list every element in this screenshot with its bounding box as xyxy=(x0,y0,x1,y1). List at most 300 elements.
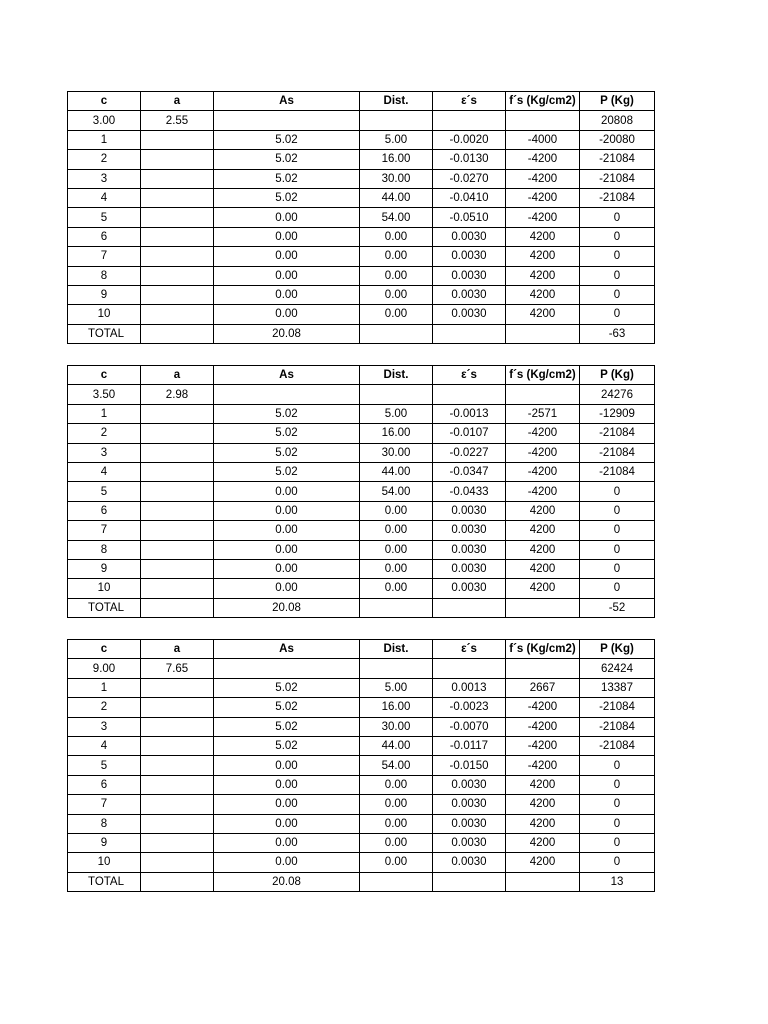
table-row xyxy=(68,266,655,285)
section-table-1 xyxy=(67,91,655,344)
header-dist: Dist. xyxy=(360,640,433,659)
p-total-value: 24276 xyxy=(580,385,655,404)
header-strain: ε´s xyxy=(433,92,506,111)
cell-a xyxy=(141,698,214,717)
cell-strain: -0.0023 xyxy=(433,698,506,717)
cell-c: 3 xyxy=(68,169,141,188)
cell-force: 0 xyxy=(580,853,655,872)
cell-force: -21084 xyxy=(580,717,655,736)
cell-dist: 16.00 xyxy=(360,698,433,717)
cell-strain: -0.0510 xyxy=(433,208,506,227)
cell-as: 0.00 xyxy=(214,285,360,304)
cell-strain: 0.0030 xyxy=(433,853,506,872)
cell-force: 0 xyxy=(580,285,655,304)
cell-c: 2 xyxy=(68,424,141,443)
table-row xyxy=(68,853,655,872)
cell-dist: 0.00 xyxy=(360,559,433,578)
cell-stress: 4200 xyxy=(506,266,580,285)
cell-strain: 0.0030 xyxy=(433,305,506,324)
cell-c: 5 xyxy=(68,208,141,227)
cell-stress: 4200 xyxy=(506,833,580,852)
cell-as: 0.00 xyxy=(214,227,360,246)
cell-force: -12909 xyxy=(580,404,655,423)
table-row xyxy=(68,169,655,188)
cell-stress: -4200 xyxy=(506,482,580,501)
total-a-empty xyxy=(141,872,214,891)
cell-as: 5.02 xyxy=(214,717,360,736)
cell-stress: 4200 xyxy=(506,227,580,246)
cell-dist: 0.00 xyxy=(360,814,433,833)
p-total-value: 20808 xyxy=(580,111,655,130)
cell-strain: -0.0270 xyxy=(433,169,506,188)
cell-as: 0.00 xyxy=(214,540,360,559)
cell-as: 5.02 xyxy=(214,462,360,481)
c-value: 3.50 xyxy=(68,385,141,404)
cell-force: -21084 xyxy=(580,150,655,169)
strain-empty xyxy=(433,385,506,404)
total-as-value: 20.08 xyxy=(214,324,360,343)
table-row xyxy=(68,678,655,697)
total-as-value: 20.08 xyxy=(214,872,360,891)
cell-dist: 30.00 xyxy=(360,443,433,462)
cell-as: 0.00 xyxy=(214,521,360,540)
header-a: a xyxy=(141,640,214,659)
header-a: a xyxy=(141,92,214,111)
total-as-value: 20.08 xyxy=(214,598,360,617)
cell-a xyxy=(141,775,214,794)
section-table-2 xyxy=(67,365,655,618)
cell-stress: -4200 xyxy=(506,150,580,169)
total-stress-empty xyxy=(506,324,580,343)
table-row xyxy=(68,208,655,227)
cell-a xyxy=(141,208,214,227)
summary-row xyxy=(68,385,655,404)
cell-c: 5 xyxy=(68,756,141,775)
header-c: c xyxy=(68,640,141,659)
total-stress-empty xyxy=(506,872,580,891)
table-row xyxy=(68,443,655,462)
cell-strain: -0.0013 xyxy=(433,404,506,423)
section-table-3 xyxy=(67,639,655,892)
cell-dist: 0.00 xyxy=(360,521,433,540)
cell-stress: -4200 xyxy=(506,736,580,755)
cell-force: 0 xyxy=(580,756,655,775)
cell-a xyxy=(141,678,214,697)
cell-force: 0 xyxy=(580,501,655,520)
table-row xyxy=(68,130,655,149)
cell-as: 0.00 xyxy=(214,833,360,852)
cell-force: -21084 xyxy=(580,188,655,207)
cell-dist: 54.00 xyxy=(360,756,433,775)
cell-a xyxy=(141,130,214,149)
cell-c: 9 xyxy=(68,285,141,304)
cell-stress: -4200 xyxy=(506,424,580,443)
cell-force: -21084 xyxy=(580,424,655,443)
cell-dist: 0.00 xyxy=(360,775,433,794)
total-stress-empty xyxy=(506,598,580,617)
table-row xyxy=(68,559,655,578)
cell-strain: -0.0150 xyxy=(433,756,506,775)
table-row xyxy=(68,833,655,852)
cell-as: 0.00 xyxy=(214,775,360,794)
cell-as: 0.00 xyxy=(214,208,360,227)
cell-dist: 0.00 xyxy=(360,795,433,814)
cell-stress: -4000 xyxy=(506,130,580,149)
cell-a xyxy=(141,736,214,755)
cell-as: 0.00 xyxy=(214,247,360,266)
cell-force: 0 xyxy=(580,540,655,559)
cell-a xyxy=(141,482,214,501)
cell-strain: 0.0030 xyxy=(433,579,506,598)
cell-c: 10 xyxy=(68,853,141,872)
cell-force: 0 xyxy=(580,266,655,285)
table-row xyxy=(68,150,655,169)
total-row xyxy=(68,872,655,891)
dist-empty xyxy=(360,111,433,130)
cell-force: -21084 xyxy=(580,736,655,755)
cell-as: 0.00 xyxy=(214,501,360,520)
cell-stress: -4200 xyxy=(506,717,580,736)
stress-empty xyxy=(506,385,580,404)
cell-stress: 4200 xyxy=(506,305,580,324)
dist-empty xyxy=(360,385,433,404)
cell-as: 0.00 xyxy=(214,482,360,501)
cell-c: 6 xyxy=(68,501,141,520)
cell-c: 6 xyxy=(68,775,141,794)
cell-c: 2 xyxy=(68,150,141,169)
cell-force: -21084 xyxy=(580,462,655,481)
cell-force: 0 xyxy=(580,795,655,814)
c-value: 9.00 xyxy=(68,659,141,678)
cell-as: 5.02 xyxy=(214,150,360,169)
cell-force: 0 xyxy=(580,559,655,578)
cell-a xyxy=(141,795,214,814)
header-row xyxy=(68,640,655,659)
cell-dist: 30.00 xyxy=(360,169,433,188)
cell-stress: 4200 xyxy=(506,814,580,833)
header-as: As xyxy=(214,640,360,659)
header-as: As xyxy=(214,366,360,385)
cell-a xyxy=(141,404,214,423)
cell-c: 10 xyxy=(68,579,141,598)
cell-c: 1 xyxy=(68,678,141,697)
cell-c: 9 xyxy=(68,833,141,852)
cell-as: 5.02 xyxy=(214,443,360,462)
cell-c: 3 xyxy=(68,443,141,462)
cell-dist: 44.00 xyxy=(360,736,433,755)
cell-stress: -4200 xyxy=(506,188,580,207)
cell-strain: 0.0030 xyxy=(433,814,506,833)
cell-c: 9 xyxy=(68,559,141,578)
cell-a xyxy=(141,717,214,736)
as-empty xyxy=(214,111,360,130)
cell-a xyxy=(141,227,214,246)
cell-a xyxy=(141,169,214,188)
cell-strain: -0.0020 xyxy=(433,130,506,149)
table-row xyxy=(68,227,655,246)
cell-a xyxy=(141,305,214,324)
cell-a xyxy=(141,188,214,207)
cell-as: 5.02 xyxy=(214,169,360,188)
a-value: 2.98 xyxy=(141,385,214,404)
header-a: a xyxy=(141,366,214,385)
table-row xyxy=(68,424,655,443)
cell-strain: 0.0013 xyxy=(433,678,506,697)
cell-c: 4 xyxy=(68,462,141,481)
cell-force: 0 xyxy=(580,227,655,246)
cell-strain: 0.0030 xyxy=(433,521,506,540)
total-dist-empty xyxy=(360,598,433,617)
cell-strain: -0.0107 xyxy=(433,424,506,443)
header-force: P (Kg) xyxy=(580,640,655,659)
cell-stress: 4200 xyxy=(506,540,580,559)
cell-stress: 4200 xyxy=(506,501,580,520)
cell-as: 0.00 xyxy=(214,266,360,285)
cell-dist: 0.00 xyxy=(360,833,433,852)
total-p-value: 13 xyxy=(580,872,655,891)
cell-a xyxy=(141,521,214,540)
cell-dist: 44.00 xyxy=(360,462,433,481)
stress-empty xyxy=(506,659,580,678)
cell-dist: 0.00 xyxy=(360,305,433,324)
cell-c: 4 xyxy=(68,736,141,755)
header-stress: f´s (Kg/cm2) xyxy=(506,92,580,111)
table-row xyxy=(68,404,655,423)
header-row xyxy=(68,92,655,111)
cell-stress: -4200 xyxy=(506,443,580,462)
header-stress: f´s (Kg/cm2) xyxy=(506,640,580,659)
cell-dist: 5.00 xyxy=(360,678,433,697)
table-row xyxy=(68,736,655,755)
cell-c: 3 xyxy=(68,717,141,736)
cell-a xyxy=(141,579,214,598)
total-p-value: -52 xyxy=(580,598,655,617)
cell-strain: -0.0117 xyxy=(433,736,506,755)
stress-empty xyxy=(506,111,580,130)
cell-c: 8 xyxy=(68,266,141,285)
cell-force: -20080 xyxy=(580,130,655,149)
cell-force: -21084 xyxy=(580,169,655,188)
cell-a xyxy=(141,424,214,443)
cell-c: 8 xyxy=(68,814,141,833)
cell-force: 0 xyxy=(580,833,655,852)
cell-dist: 54.00 xyxy=(360,208,433,227)
cell-as: 5.02 xyxy=(214,678,360,697)
cell-strain: 0.0030 xyxy=(433,227,506,246)
total-a-empty xyxy=(141,324,214,343)
cell-as: 0.00 xyxy=(214,814,360,833)
cell-as: 0.00 xyxy=(214,579,360,598)
cell-force: 0 xyxy=(580,482,655,501)
cell-dist: 5.00 xyxy=(360,404,433,423)
cell-strain: -0.0130 xyxy=(433,150,506,169)
total-row xyxy=(68,324,655,343)
total-strain-empty xyxy=(433,872,506,891)
cell-force: 13387 xyxy=(580,678,655,697)
cell-force: 0 xyxy=(580,208,655,227)
total-strain-empty xyxy=(433,598,506,617)
cell-as: 5.02 xyxy=(214,698,360,717)
cell-strain: -0.0070 xyxy=(433,717,506,736)
cell-dist: 44.00 xyxy=(360,188,433,207)
header-force: P (Kg) xyxy=(580,92,655,111)
cell-strain: 0.0030 xyxy=(433,501,506,520)
cell-force: 0 xyxy=(580,521,655,540)
table-row xyxy=(68,482,655,501)
cell-stress: 4200 xyxy=(506,247,580,266)
header-as: As xyxy=(214,92,360,111)
cell-as: 0.00 xyxy=(214,853,360,872)
header-strain: ε´s xyxy=(433,640,506,659)
header-stress: f´s (Kg/cm2) xyxy=(506,366,580,385)
cell-as: 5.02 xyxy=(214,404,360,423)
cell-stress: -4200 xyxy=(506,698,580,717)
table-row xyxy=(68,540,655,559)
cell-dist: 0.00 xyxy=(360,285,433,304)
cell-c: 8 xyxy=(68,540,141,559)
cell-stress: -4200 xyxy=(506,208,580,227)
a-value: 2.55 xyxy=(141,111,214,130)
cell-strain: 0.0030 xyxy=(433,285,506,304)
cell-strain: -0.0410 xyxy=(433,188,506,207)
cell-dist: 0.00 xyxy=(360,227,433,246)
header-c: c xyxy=(68,366,141,385)
table-row xyxy=(68,814,655,833)
header-force: P (Kg) xyxy=(580,366,655,385)
cell-strain: -0.0227 xyxy=(433,443,506,462)
cell-dist: 54.00 xyxy=(360,482,433,501)
cell-a xyxy=(141,150,214,169)
total-label: TOTAL xyxy=(68,872,141,891)
cell-dist: 16.00 xyxy=(360,424,433,443)
cell-force: -21084 xyxy=(580,698,655,717)
cell-strain: -0.0347 xyxy=(433,462,506,481)
cell-force: 0 xyxy=(580,775,655,794)
table-row xyxy=(68,756,655,775)
cell-stress: -2571 xyxy=(506,404,580,423)
cell-stress: 4200 xyxy=(506,285,580,304)
header-strain: ε´s xyxy=(433,366,506,385)
cell-c: 1 xyxy=(68,130,141,149)
cell-force: 0 xyxy=(580,247,655,266)
cell-c: 7 xyxy=(68,247,141,266)
cell-strain: 0.0030 xyxy=(433,833,506,852)
cell-dist: 0.00 xyxy=(360,266,433,285)
table-row xyxy=(68,501,655,520)
cell-stress: 4200 xyxy=(506,795,580,814)
header-dist: Dist. xyxy=(360,366,433,385)
cell-stress: 4200 xyxy=(506,579,580,598)
a-value: 7.65 xyxy=(141,659,214,678)
cell-stress: -4200 xyxy=(506,462,580,481)
table-row xyxy=(68,717,655,736)
dist-empty xyxy=(360,659,433,678)
cell-stress: 4200 xyxy=(506,853,580,872)
cell-a xyxy=(141,266,214,285)
strain-empty xyxy=(433,111,506,130)
total-row xyxy=(68,598,655,617)
cell-as: 5.02 xyxy=(214,130,360,149)
header-dist: Dist. xyxy=(360,92,433,111)
table-row xyxy=(68,795,655,814)
as-empty xyxy=(214,659,360,678)
cell-as: 0.00 xyxy=(214,756,360,775)
as-empty xyxy=(214,385,360,404)
cell-a xyxy=(141,540,214,559)
table-row xyxy=(68,285,655,304)
cell-dist: 0.00 xyxy=(360,501,433,520)
cell-as: 0.00 xyxy=(214,559,360,578)
cell-stress: -4200 xyxy=(506,756,580,775)
cell-dist: 0.00 xyxy=(360,247,433,266)
cell-c: 10 xyxy=(68,305,141,324)
cell-a xyxy=(141,833,214,852)
header-c: c xyxy=(68,92,141,111)
cell-force: -21084 xyxy=(580,443,655,462)
cell-stress: -4200 xyxy=(506,169,580,188)
total-label: TOTAL xyxy=(68,324,141,343)
cell-dist: 0.00 xyxy=(360,853,433,872)
cell-stress: 4200 xyxy=(506,775,580,794)
cell-dist: 0.00 xyxy=(360,579,433,598)
cell-strain: 0.0030 xyxy=(433,559,506,578)
cell-force: 0 xyxy=(580,579,655,598)
cell-as: 0.00 xyxy=(214,305,360,324)
cell-dist: 30.00 xyxy=(360,717,433,736)
total-dist-empty xyxy=(360,324,433,343)
table-row xyxy=(68,188,655,207)
table-row xyxy=(68,247,655,266)
table-row xyxy=(68,775,655,794)
cell-strain: 0.0030 xyxy=(433,540,506,559)
cell-a xyxy=(141,756,214,775)
cell-c: 6 xyxy=(68,227,141,246)
cell-a xyxy=(141,559,214,578)
summary-row xyxy=(68,659,655,678)
table-row xyxy=(68,462,655,481)
cell-c: 7 xyxy=(68,795,141,814)
cell-as: 5.02 xyxy=(214,188,360,207)
table-row xyxy=(68,305,655,324)
total-dist-empty xyxy=(360,872,433,891)
cell-dist: 5.00 xyxy=(360,130,433,149)
cell-strain: -0.0433 xyxy=(433,482,506,501)
cell-a xyxy=(141,814,214,833)
cell-a xyxy=(141,501,214,520)
total-a-empty xyxy=(141,598,214,617)
cell-as: 5.02 xyxy=(214,736,360,755)
cell-stress: 4200 xyxy=(506,559,580,578)
cell-strain: 0.0030 xyxy=(433,795,506,814)
cell-strain: 0.0030 xyxy=(433,247,506,266)
cell-dist: 0.00 xyxy=(360,540,433,559)
cell-a xyxy=(141,247,214,266)
header-row xyxy=(68,366,655,385)
cell-force: 0 xyxy=(580,814,655,833)
cell-c: 7 xyxy=(68,521,141,540)
cell-dist: 16.00 xyxy=(360,150,433,169)
cell-a xyxy=(141,853,214,872)
strain-empty xyxy=(433,659,506,678)
cell-strain: 0.0030 xyxy=(433,266,506,285)
cell-as: 0.00 xyxy=(214,795,360,814)
cell-c: 2 xyxy=(68,698,141,717)
table-row xyxy=(68,521,655,540)
cell-c: 4 xyxy=(68,188,141,207)
summary-row xyxy=(68,111,655,130)
cell-a xyxy=(141,285,214,304)
c-value: 3.00 xyxy=(68,111,141,130)
